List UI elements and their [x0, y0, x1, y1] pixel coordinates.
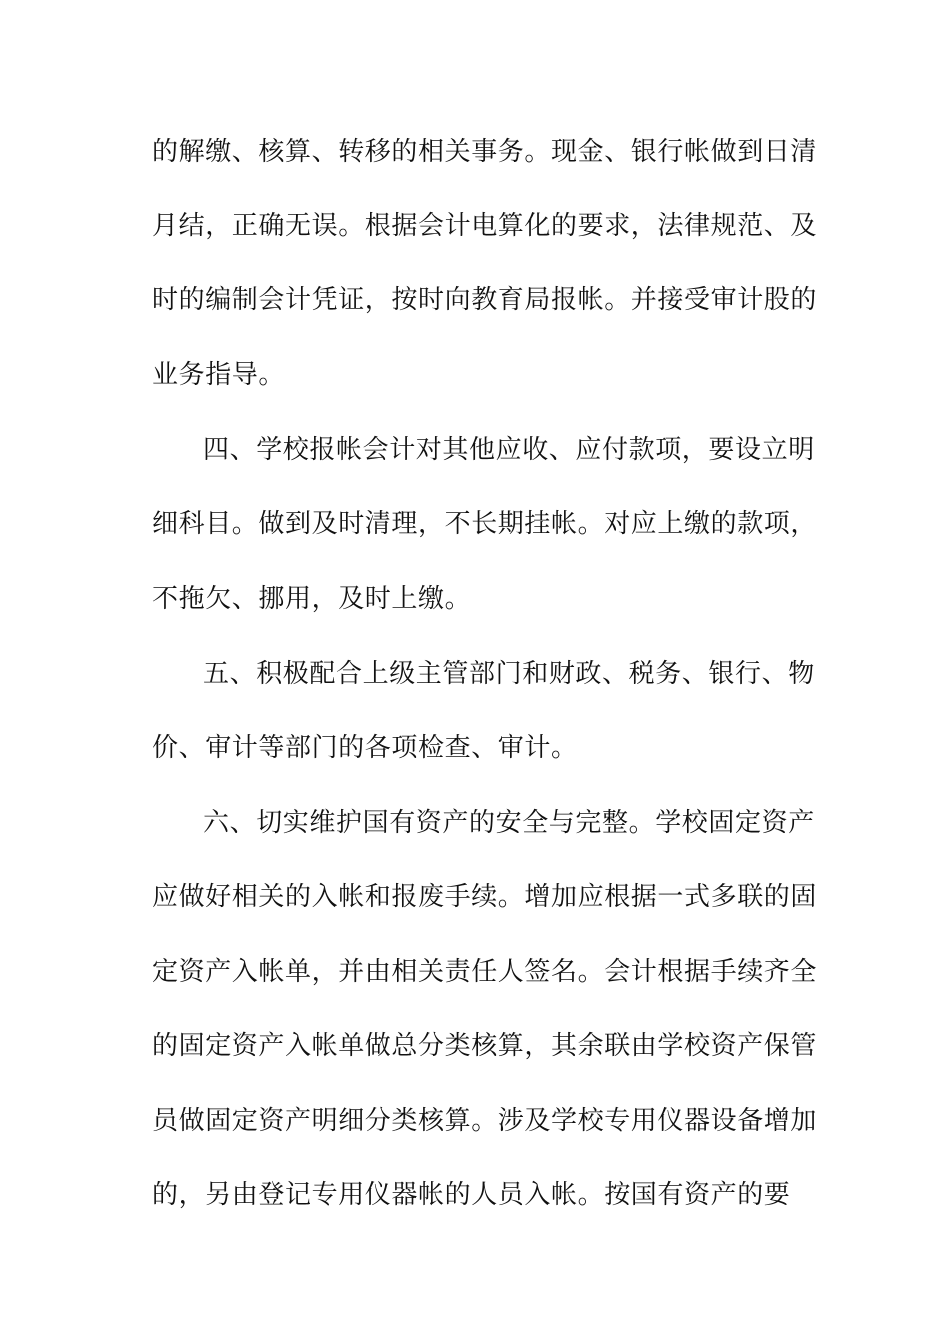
paragraph-start-line: 五、积极配合上级主管部门和财政、税务、银行、物: [203, 659, 815, 689]
text-line: 细科目。做到及时清理，不长期挂帐。对应上缴的款项，: [152, 509, 818, 539]
text-line: 员做固定资产明细分类核算。涉及学校专用仪器设备增加: [152, 1106, 818, 1136]
text-line: 时的编制会计凭证，按时向教育局报帐。并接受审计股的: [152, 285, 818, 315]
text-line: 不拖欠、挪用，及时上缴。: [152, 584, 472, 614]
text-line: 的固定资产入帐单做总分类核算，其余联由学校资产保管: [152, 1031, 818, 1061]
text-line: 定资产入帐单，并由相关责任人签名。会计根据手续齐全: [152, 957, 818, 987]
text-line: 业务指导。: [152, 360, 286, 390]
paragraph-start-line: 四、学校报帐会计对其他应收、应付款项，要设立明: [203, 435, 815, 465]
text-line: 的，另由登记专用仪器帐的人员入帐。按国有资产的要: [152, 1180, 791, 1210]
text-line: 应做好相关的入帐和报废手续。增加应根据一式多联的固: [152, 882, 818, 912]
text-line: 的解缴、核算、转移的相关事务。现金、银行帐做到日清: [152, 137, 818, 167]
paragraph-start-line: 六、切实维护国有资产的安全与完整。学校固定资产: [203, 808, 815, 838]
text-line: 月结，正确无误。根据会计电算化的要求，法律规范、及: [152, 211, 818, 241]
text-line: 价、审计等部门的各项检查、审计。: [152, 733, 578, 763]
